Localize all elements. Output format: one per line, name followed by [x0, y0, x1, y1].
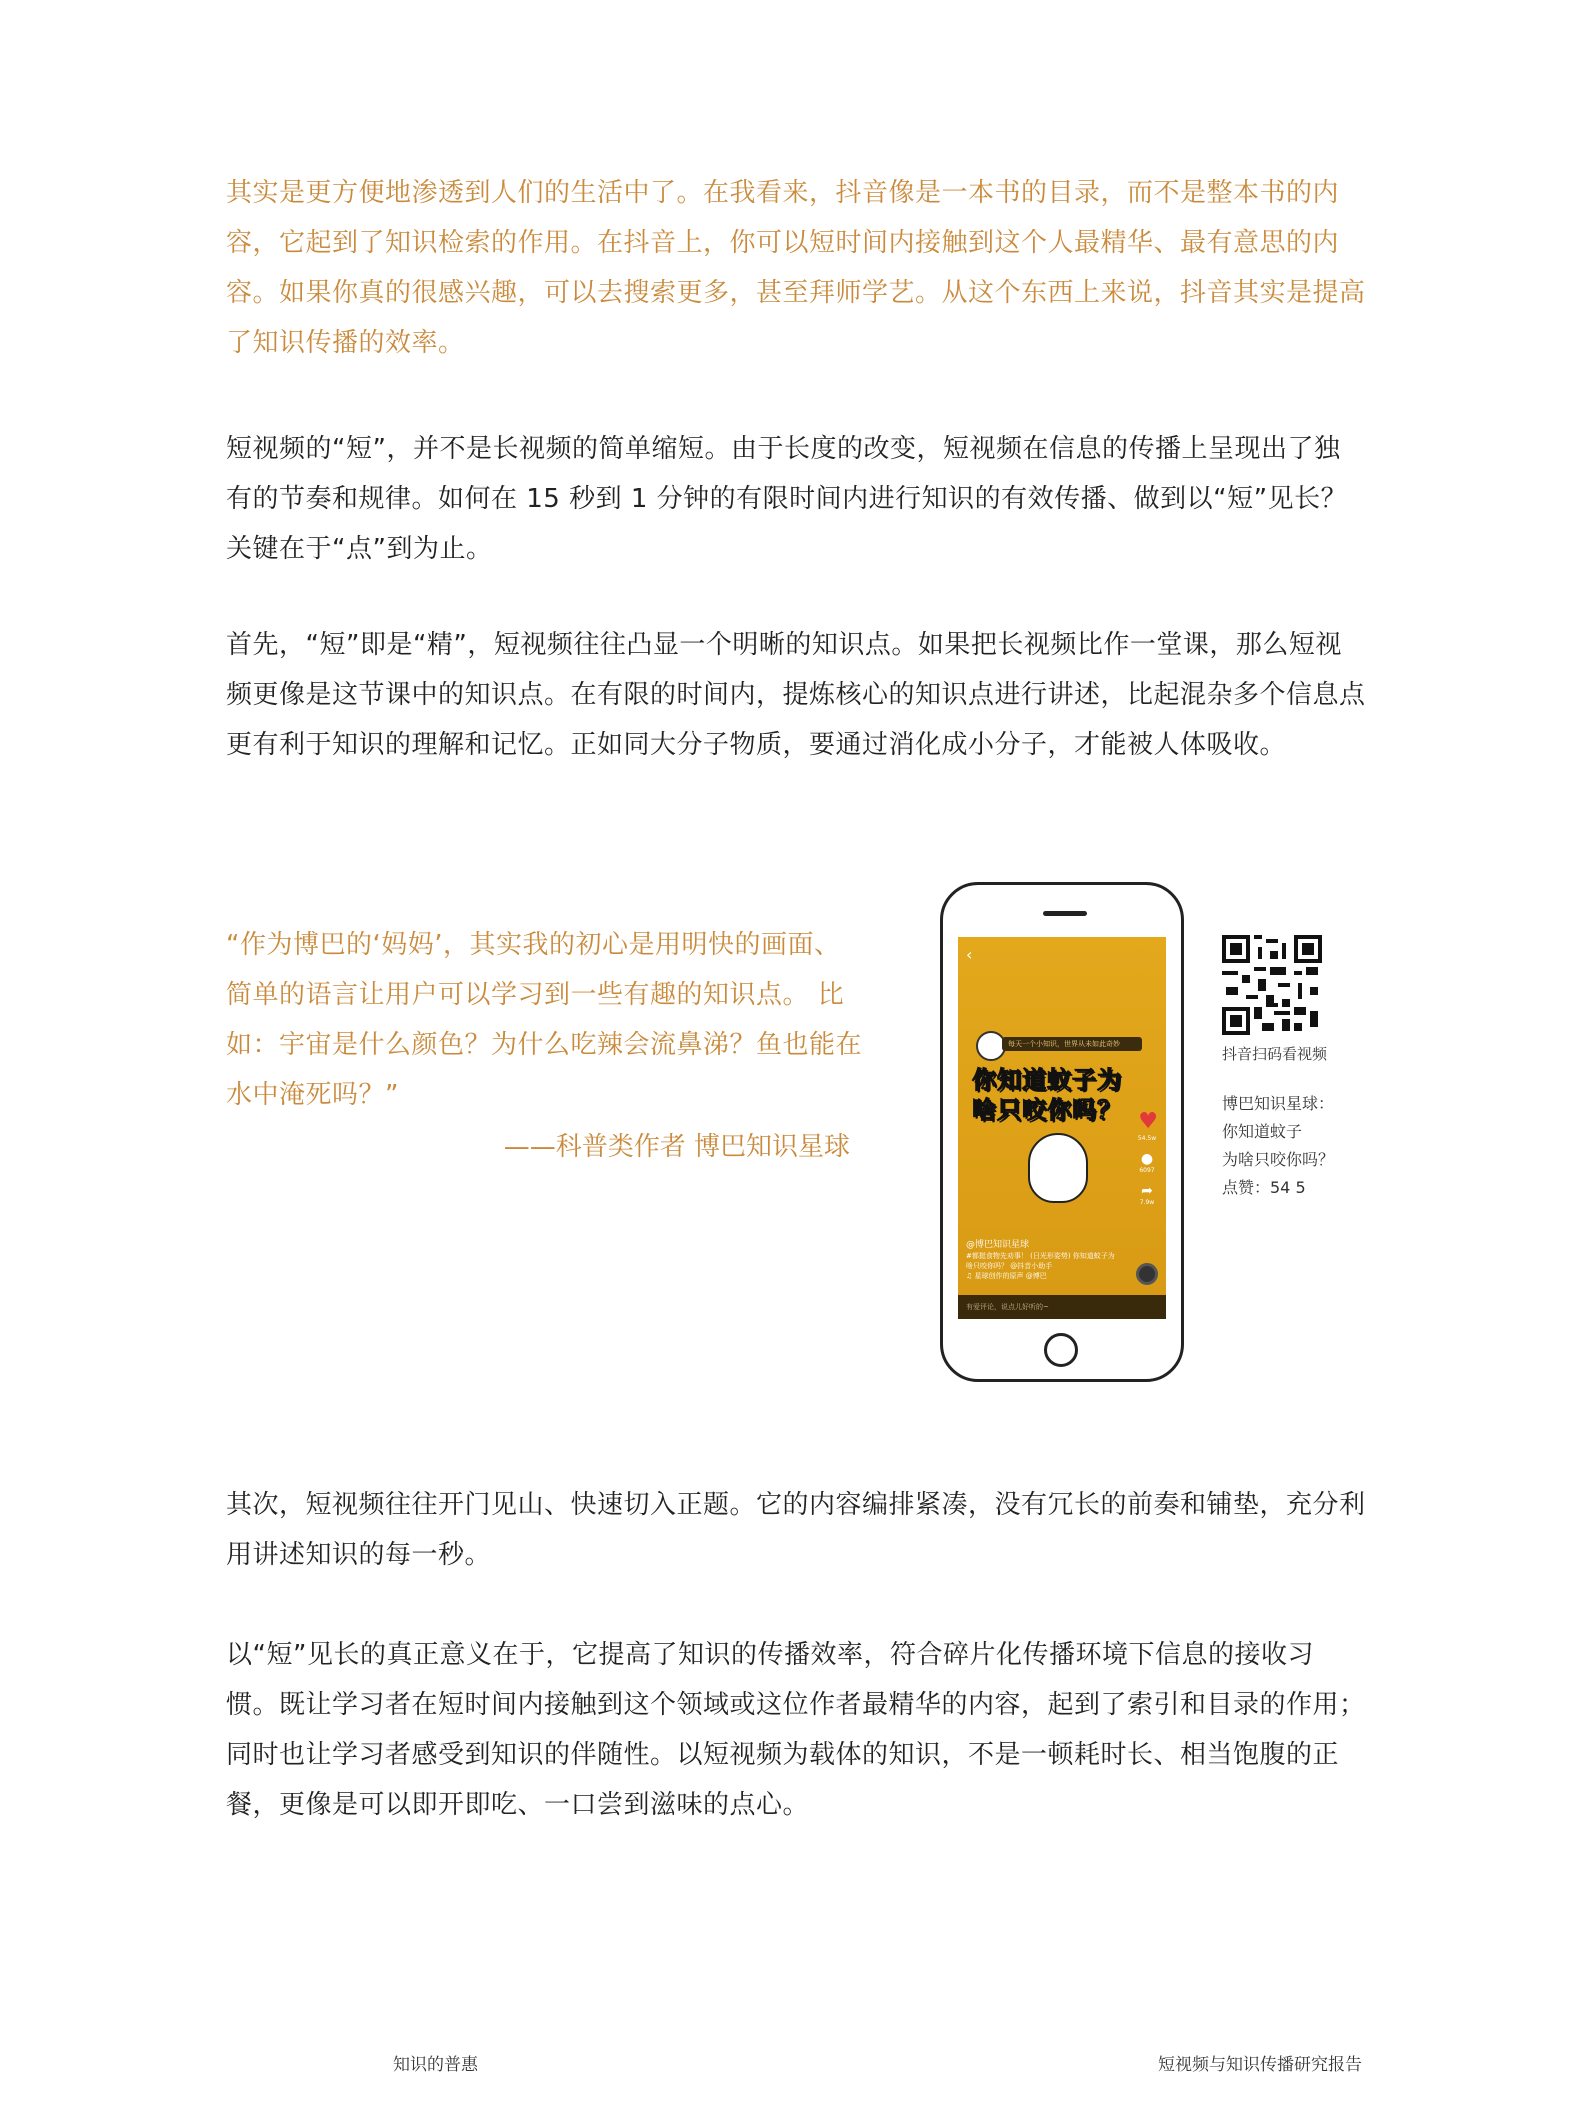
- video-description: #都挺食物先劝事！ (日光形姿势) 你知道蚊子为啥只咬你吗？ @抖音小助手 ♫ 星球创作的原声 @博巴: [966, 1252, 1115, 1280]
- video-screenshot: [958, 937, 1166, 1319]
- video-info-line3: 为啥只咬你吗？: [1222, 1150, 1335, 1169]
- video-info-line1: 博巴知识星球：: [1222, 1094, 1335, 1113]
- video-title-overlay: [972, 1065, 1162, 1125]
- mascot-illustration: [1028, 1133, 1088, 1203]
- music-disc-icon: [1136, 1263, 1158, 1285]
- music-credit: ♫ 星球创作的原声 @博巴: [966, 1272, 1047, 1280]
- video-info-line2: 你知道蚊子: [1222, 1122, 1303, 1141]
- intro-paragraph: 其实是更方便地渗透到人们的生活中了。在我看来，抖音像是一本书的目录，而不是整本书的内容，它起到了知识检索的作用。在抖音上，你可以短时间内接触到这个人最精华、最有意思的内容。如果你真的很感兴趣，可以去搜索更多，甚至拜师学艺。从这个东西上来说，抖音其实是提高了知识传播的效率。: [226, 178, 1366, 358]
- phone-home-button: [1044, 1333, 1078, 1367]
- quote-attribution: ——科普类作者 博巴知识星球: [503, 1132, 850, 1162]
- shares-count: 7.9w: [1139, 1199, 1155, 1206]
- video-banner: 每天一个小知识，世界从未如此奇妙: [1002, 1037, 1142, 1051]
- video-info: [1222, 1090, 1334, 1202]
- back-icon: ‹: [966, 945, 973, 964]
- footer-report-title: 短视频与知识传播研究报告: [1158, 2055, 1362, 2075]
- qr-code-icon: [1222, 935, 1322, 1035]
- quote-text: “作为博巴的‘妈妈’，其实我的初心是用明快的画面、简单的语言让用户可以学习到一些有趣的知识点。 比如：宇宙是什么颜色？为什么吃辣会流鼻涕？鱼也能在水中淹死吗？”: [226, 930, 863, 1110]
- paragraph-conclusion: 以“短”见长的真正意义在于，它提高了知识的传播效率，符合碎片化传播环境下信息的接收习惯。既让学习者在短时间内接触到这个领域或这位作者最精华的内容，起到了索引和目录的作用；同时也让学习者感受到知识的伴随性。以短视频为载体的知识，不是一顿耗时长、相当饱腹的正餐，更像是可以即开即吃、一口尝到滋味的点心。: [226, 1640, 1366, 1820]
- paragraph-second-point: 其次，短视频往往开门见山、快速切入正题。它的内容编排紧凑，没有冗长的前奏和铺垫，充分利用讲述知识的每一秒。: [226, 1490, 1366, 1570]
- video-title-line2: 啥只咬你吗？: [972, 1096, 1122, 1124]
- heart-icon: ♥: [1138, 1109, 1158, 1134]
- video-author: @博巴知识星球: [966, 1240, 1030, 1250]
- footer-section-title: 知识的普惠: [393, 2055, 478, 2075]
- comment-icon: ● 6097: [1136, 1151, 1158, 1174]
- phone-speaker: [1043, 911, 1087, 916]
- paragraph-first-point: 首先，“短”即是“精”，短视频往往凸显一个明晰的知识点。如果把长视频比作一堂课，那么短视频更像是这节课中的知识点。在有限的时间内，提炼核心的知识点进行讲述，比起混杂多个信息点更有利于知识的理解和记忆。正如同大分子物质，要通过消化成小分子，才能被人体吸收。: [226, 630, 1366, 760]
- comment-bar: 有爱评论，说点儿好听的~: [958, 1295, 1166, 1319]
- comments-count: 6097: [1139, 1167, 1155, 1174]
- phone-mockup: [940, 882, 1184, 1382]
- video-info-likes: 点赞：54 5: [1222, 1178, 1306, 1197]
- video-title-line1: 你知道蚊子为: [972, 1066, 1122, 1094]
- qr-caption: 抖音扫码看视频: [1222, 1045, 1328, 1063]
- share-icon: ➦ 7.9w: [1136, 1183, 1158, 1206]
- paragraph-short-meaning: 短视频的“短”，并不是长视频的简单缩短。由于长度的改变，短视频在信息的传播上呈现出了独有的节奏和规律。如何在 15 秒到 1 分钟的有限时间内进行知识的有效传播、做到以“短”见长？关键在于“点”到为止。: [226, 434, 1348, 564]
- likes-count: 54.5w: [1137, 1135, 1157, 1142]
